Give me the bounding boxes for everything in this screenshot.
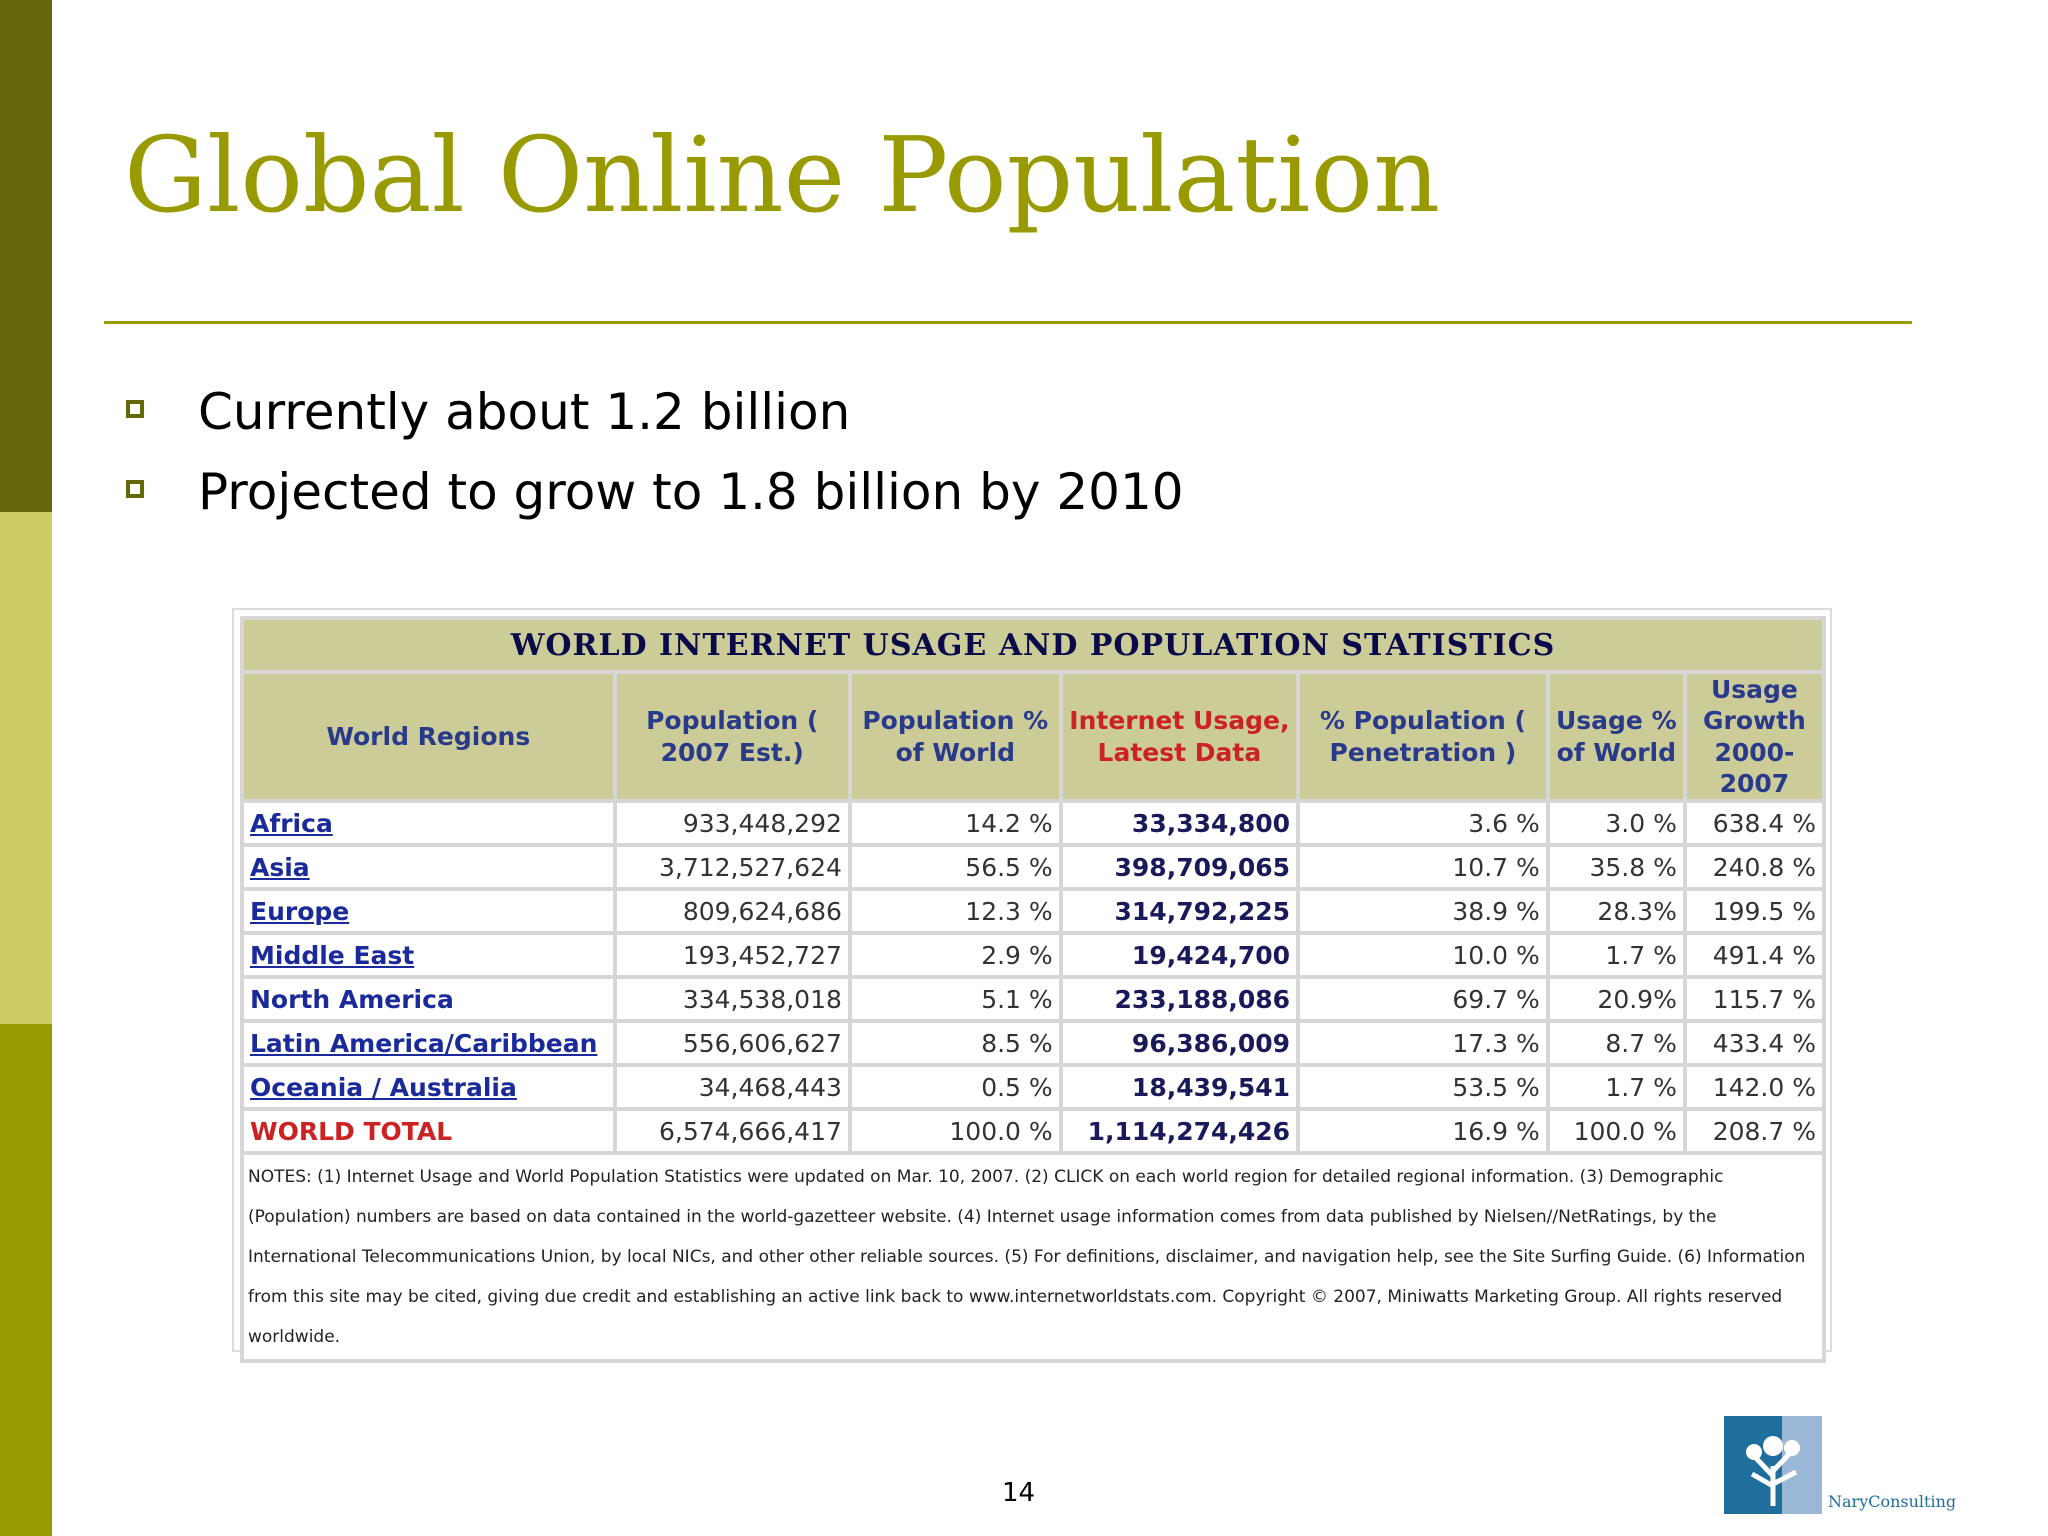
table-cell: 69.7 % bbox=[1300, 979, 1546, 1019]
region-link[interactable]: Europe bbox=[244, 891, 613, 931]
side-bar-top bbox=[0, 0, 52, 512]
table-row bbox=[244, 803, 1822, 843]
side-bar-middle bbox=[0, 512, 52, 1024]
table-cell: 35.8 % bbox=[1550, 847, 1683, 887]
region-link: North America bbox=[244, 979, 613, 1019]
square-bullet-icon bbox=[126, 480, 144, 498]
table-cell: 17.3 % bbox=[1300, 1023, 1546, 1063]
table-cell: 142.0 % bbox=[1687, 1067, 1822, 1107]
title-divider bbox=[104, 321, 1912, 324]
table-cell: 10.0 % bbox=[1300, 935, 1546, 975]
table-row bbox=[244, 847, 1822, 887]
table-caption: WORLD INTERNET USAGE AND POPULATION STATISTICS bbox=[244, 620, 1822, 670]
table-row bbox=[244, 979, 1822, 1019]
table-cell: 53.5 % bbox=[1300, 1067, 1546, 1107]
region-link[interactable]: Africa bbox=[244, 803, 613, 843]
table-cell: 208.7 % bbox=[1687, 1111, 1822, 1151]
table-cell: 38.9 % bbox=[1300, 891, 1546, 931]
table-cell: 1.7 % bbox=[1550, 1067, 1683, 1107]
table-cell: 0.5 % bbox=[852, 1067, 1059, 1107]
table-row bbox=[244, 891, 1822, 931]
column-header: Usage Growth 2000-2007 bbox=[1687, 674, 1822, 799]
table-cell: 1.7 % bbox=[1550, 935, 1683, 975]
table-cell: 193,452,727 bbox=[617, 935, 848, 975]
world-total-label: WORLD TOTAL bbox=[244, 1111, 613, 1151]
table-cell: 56.5 % bbox=[852, 847, 1059, 887]
column-header: Usage % of World bbox=[1550, 674, 1683, 799]
table-cell: 6,574,666,417 bbox=[617, 1111, 848, 1151]
table-cell: 5.1 % bbox=[852, 979, 1059, 1019]
table-row bbox=[244, 1111, 1822, 1151]
region-link[interactable]: Oceania / Australia bbox=[244, 1067, 613, 1107]
table-cell: 199.5 % bbox=[1687, 891, 1822, 931]
table-cell: 8.5 % bbox=[852, 1023, 1059, 1063]
table-cell: 19,424,700 bbox=[1063, 935, 1296, 975]
column-header: Population % of World bbox=[852, 674, 1059, 799]
table-cell: 115.7 % bbox=[1687, 979, 1822, 1019]
statistics-table bbox=[240, 616, 1826, 1363]
table-cell: 96,386,009 bbox=[1063, 1023, 1296, 1063]
table-cell: 3.0 % bbox=[1550, 803, 1683, 843]
table-cell: 433.4 % bbox=[1687, 1023, 1822, 1063]
table-cell: 334,538,018 bbox=[617, 979, 848, 1019]
table-notes: NOTES: (1) Internet Usage and World Population Statistics were updated on Mar. 10, 2007. (2) CLICK on each world region for detailed regional information. (3) Demographic (Population) numbers are based on data contained in the world-gazetteer website. (4) Internet usage information comes from data published by Nielsen//NetRatings, by the International Telecommunications Union, by local NICs, and other other reliable sources. (5) For definitions, disclaimer, and navigation help, see the Site Surfing Guide. (6) Information from this site may be cited, giving due credit and establishing an active link back to www.internetworldstats.com. Copyright © 2007, Miniwatts Marketing Group. All rights reserved worldwide. bbox=[244, 1155, 1822, 1359]
table-cell: 1,114,274,426 bbox=[1063, 1111, 1296, 1151]
table-cell: 809,624,686 bbox=[617, 891, 848, 931]
table-cell: 556,606,627 bbox=[617, 1023, 848, 1063]
table-row bbox=[244, 1023, 1822, 1063]
column-header: % Population ( Penetration ) bbox=[1300, 674, 1546, 799]
table-cell: 398,709,065 bbox=[1063, 847, 1296, 887]
bullet-item bbox=[126, 372, 1184, 452]
column-header: Internet Usage, Latest Data bbox=[1063, 674, 1296, 799]
slide-title: Global Online Population bbox=[124, 114, 1441, 236]
bullet-text: Currently about 1.2 billion bbox=[198, 383, 851, 441]
page-number: 14 bbox=[1002, 1478, 1036, 1508]
table-cell: 3.6 % bbox=[1300, 803, 1546, 843]
table-cell: 100.0 % bbox=[1550, 1111, 1683, 1151]
table-row bbox=[244, 935, 1822, 975]
table-cell: 933,448,292 bbox=[617, 803, 848, 843]
table-cell: 8.7 % bbox=[1550, 1023, 1683, 1063]
square-bullet-icon bbox=[126, 400, 144, 418]
table-cell: 10.7 % bbox=[1300, 847, 1546, 887]
table-cell: 314,792,225 bbox=[1063, 891, 1296, 931]
table-cell: 33,334,800 bbox=[1063, 803, 1296, 843]
table-cell: 3,712,527,624 bbox=[617, 847, 848, 887]
table-cell: 491.4 % bbox=[1687, 935, 1822, 975]
table-cell: 34,468,443 bbox=[617, 1067, 848, 1107]
statistics-table-image bbox=[232, 608, 1832, 1352]
table-cell: 233,188,086 bbox=[1063, 979, 1296, 1019]
table-cell: 638.4 % bbox=[1687, 803, 1822, 843]
table-cell: 14.2 % bbox=[852, 803, 1059, 843]
table-cell: 240.8 % bbox=[1687, 847, 1822, 887]
bullet-list bbox=[126, 372, 1184, 532]
table-cell: 100.0 % bbox=[852, 1111, 1059, 1151]
table-row bbox=[244, 1067, 1822, 1107]
table-cell: 18,439,541 bbox=[1063, 1067, 1296, 1107]
table-cell: 2.9 % bbox=[852, 935, 1059, 975]
region-link[interactable]: Latin America/Caribbean bbox=[244, 1023, 613, 1063]
column-header: World Regions bbox=[244, 674, 613, 799]
table-cell: 16.9 % bbox=[1300, 1111, 1546, 1151]
table-header-row bbox=[244, 674, 1822, 799]
tree-logo-icon bbox=[1724, 1416, 1822, 1514]
logo-wordmark: NaryConsulting bbox=[1828, 1492, 1957, 1511]
bullet-item bbox=[126, 452, 1184, 532]
region-link[interactable]: Asia bbox=[244, 847, 613, 887]
column-header: Population ( 2007 Est.) bbox=[617, 674, 848, 799]
bullet-text: Projected to grow to 1.8 billion by 2010 bbox=[198, 463, 1184, 521]
table-cell: 12.3 % bbox=[852, 891, 1059, 931]
table-cell: 28.3% bbox=[1550, 891, 1683, 931]
side-bar-bottom bbox=[0, 1024, 52, 1536]
table-cell: 20.9% bbox=[1550, 979, 1683, 1019]
region-link[interactable]: Middle East bbox=[244, 935, 613, 975]
